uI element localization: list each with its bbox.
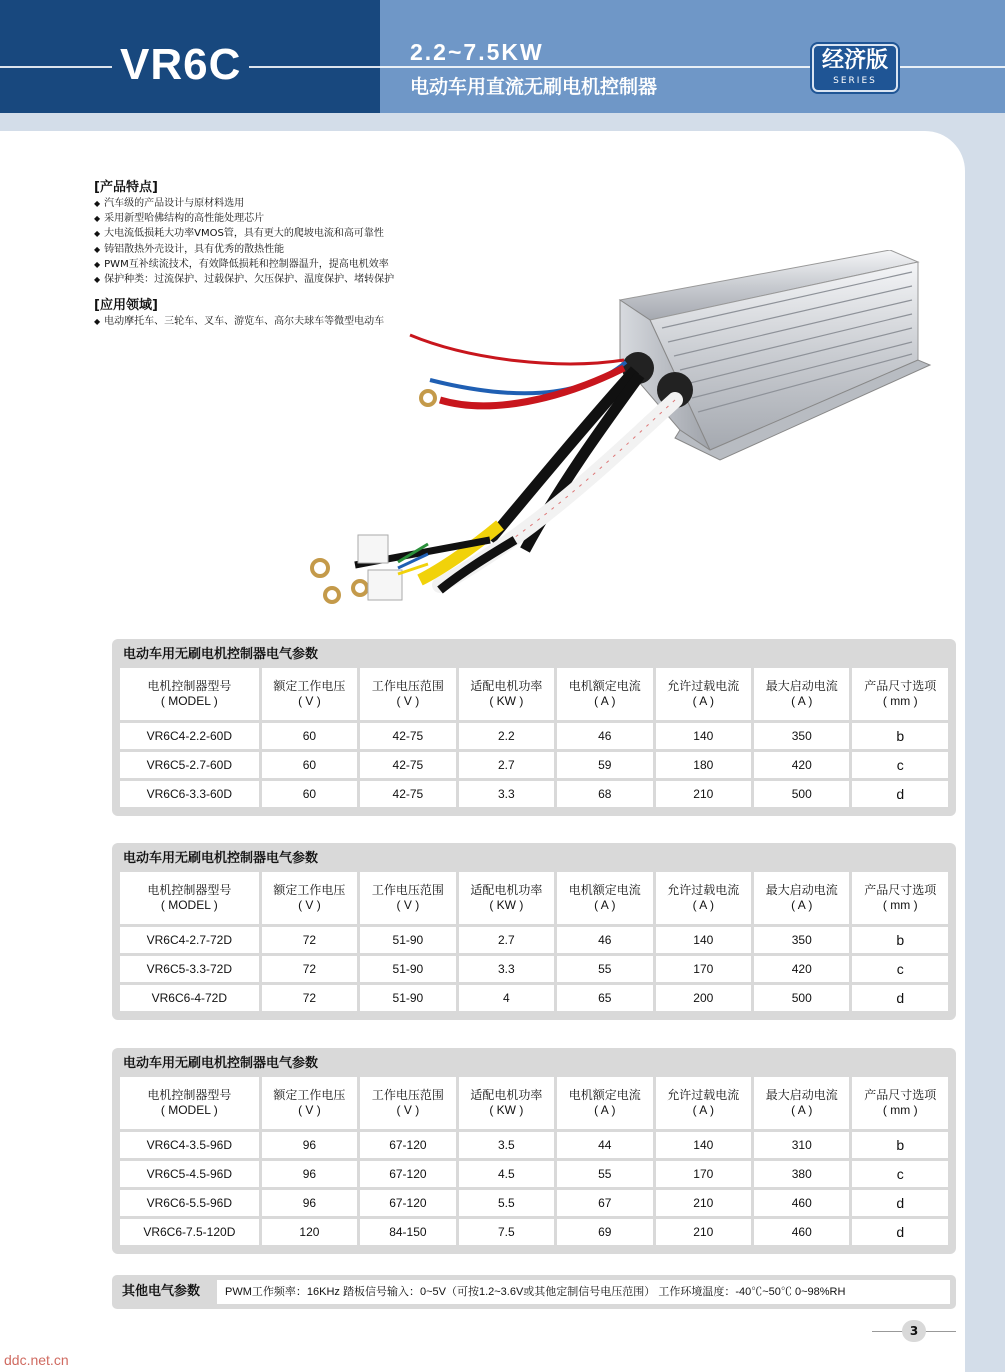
table-cell: 68 bbox=[557, 781, 652, 807]
table-cell: d bbox=[852, 1219, 948, 1245]
list-item: ◆ PWM互补续流技术，有效降低损耗和控制器温升，提高电机效率 bbox=[94, 257, 394, 272]
table-cell: 3.3 bbox=[459, 781, 554, 807]
table-cell: 59 bbox=[557, 752, 652, 778]
table-cell: 3.3 bbox=[459, 956, 554, 982]
table-cell: VR6C5-3.3-72D bbox=[120, 956, 259, 982]
table-cell: 46 bbox=[557, 723, 652, 749]
table-cell: 44 bbox=[557, 1132, 652, 1158]
list-item: ◆ 铸铝散热外壳设计，具有优秀的散热性能 bbox=[94, 242, 394, 257]
column-header-unit: ( A ) bbox=[791, 694, 813, 708]
table-row bbox=[120, 1161, 948, 1187]
table-cell: 140 bbox=[656, 1132, 751, 1158]
column-header-label: 最大启动电流 bbox=[765, 679, 838, 693]
table-cell: 2.2 bbox=[459, 723, 554, 749]
table-cell: 60 bbox=[262, 781, 357, 807]
table-row bbox=[120, 752, 948, 778]
table-cell: 2.7 bbox=[459, 752, 554, 778]
applications-title: [应用领域] bbox=[94, 298, 158, 313]
table-cell: 420 bbox=[754, 956, 849, 982]
spec-table-title: 电动车用无刷电机控制器电气参数 bbox=[123, 851, 319, 866]
column-header bbox=[120, 872, 259, 924]
spec-table-grid bbox=[117, 869, 951, 1014]
table-cell: 170 bbox=[656, 956, 751, 982]
column-header-unit: ( A ) bbox=[594, 1103, 616, 1117]
table-cell: d bbox=[852, 1190, 948, 1216]
column-header-unit: ( A ) bbox=[791, 898, 813, 912]
column-header bbox=[120, 668, 259, 720]
badge-main-text: 经济版 bbox=[821, 48, 888, 73]
table-row bbox=[120, 985, 948, 1011]
table-cell: 140 bbox=[656, 927, 751, 953]
table-cell: 96 bbox=[262, 1190, 357, 1216]
spec-table-72v bbox=[112, 843, 956, 1020]
table-cell: VR6C6-3.3-60D bbox=[120, 781, 259, 807]
column-header-unit: ( KW ) bbox=[489, 694, 524, 708]
table-header-row bbox=[120, 1077, 948, 1129]
list-item: ◆ 大电流低损耗大功率VMOS管，具有更大的爬坡电流和高可靠性 bbox=[94, 226, 394, 241]
column-header-label: 电机控制器型号 bbox=[147, 679, 232, 693]
table-row bbox=[120, 723, 948, 749]
spec-table-grid bbox=[117, 1074, 951, 1248]
column-header-label: 产品尺寸选项 bbox=[864, 679, 937, 693]
column-header-unit: ( mm ) bbox=[882, 1103, 918, 1117]
column-header bbox=[754, 872, 849, 924]
table-row bbox=[120, 956, 948, 982]
column-header-label: 电机额定电流 bbox=[568, 679, 641, 693]
column-header-unit: ( V ) bbox=[396, 898, 420, 912]
model-logo: VR6C bbox=[112, 36, 249, 94]
table-cell: 2.7 bbox=[459, 927, 554, 953]
table-cell: 67-120 bbox=[360, 1190, 455, 1216]
spec-table-title: 电动车用无刷电机控制器电气参数 bbox=[123, 647, 319, 662]
table-cell: 140 bbox=[656, 723, 751, 749]
table-cell: 67 bbox=[557, 1190, 652, 1216]
column-header bbox=[656, 668, 751, 720]
table-cell: 67-120 bbox=[360, 1161, 455, 1187]
column-header-unit: ( V ) bbox=[298, 898, 321, 912]
column-header bbox=[557, 1077, 652, 1129]
table-cell: 460 bbox=[754, 1190, 849, 1216]
column-header bbox=[557, 872, 652, 924]
table-row bbox=[120, 1190, 948, 1216]
table-cell: 210 bbox=[656, 781, 751, 807]
table-cell: 210 bbox=[656, 1219, 751, 1245]
table-cell: 84-150 bbox=[360, 1219, 455, 1245]
table-row bbox=[120, 781, 948, 807]
column-header bbox=[120, 1077, 259, 1129]
controller-product-image bbox=[290, 250, 940, 620]
table-cell: 3.5 bbox=[459, 1132, 554, 1158]
column-header-label: 额定工作电压 bbox=[273, 1088, 346, 1102]
table-cell: 120 bbox=[262, 1219, 357, 1245]
table-cell: 350 bbox=[754, 723, 849, 749]
spec-table-grid bbox=[117, 665, 951, 810]
column-header bbox=[656, 872, 751, 924]
table-cell: c bbox=[852, 1161, 948, 1187]
column-header bbox=[262, 872, 357, 924]
series-badge bbox=[812, 44, 898, 92]
column-header-label: 工作电压范围 bbox=[371, 883, 444, 897]
column-header-unit: ( A ) bbox=[692, 898, 714, 912]
spec-table-60v bbox=[112, 639, 956, 816]
table-cell: 310 bbox=[754, 1132, 849, 1158]
column-header-label: 产品尺寸选项 bbox=[864, 883, 937, 897]
table-cell: VR6C4-2.2-60D bbox=[120, 723, 259, 749]
table-row bbox=[120, 1132, 948, 1158]
column-header bbox=[262, 668, 357, 720]
column-header bbox=[557, 668, 652, 720]
table-cell: 72 bbox=[262, 956, 357, 982]
table-row bbox=[120, 927, 948, 953]
column-header bbox=[656, 1077, 751, 1129]
table-cell: 500 bbox=[754, 985, 849, 1011]
column-header bbox=[852, 872, 948, 924]
column-header-unit: ( A ) bbox=[791, 1103, 813, 1117]
column-header-unit: ( V ) bbox=[298, 694, 321, 708]
table-cell: 42-75 bbox=[360, 723, 455, 749]
table-cell: 51-90 bbox=[360, 985, 455, 1011]
column-header-unit: ( mm ) bbox=[882, 694, 918, 708]
column-header-unit: ( A ) bbox=[692, 1103, 714, 1117]
list-item: ◆ 保护种类：过流保护、过载保护、欠压保护、温度保护、堵转保护 bbox=[94, 272, 394, 287]
column-header-unit: ( A ) bbox=[692, 694, 714, 708]
table-cell: 72 bbox=[262, 985, 357, 1011]
column-header-unit: ( A ) bbox=[594, 694, 616, 708]
column-header bbox=[754, 1077, 849, 1129]
column-header-label: 工作电压范围 bbox=[371, 679, 444, 693]
column-header-label: 适配电机功率 bbox=[470, 883, 543, 897]
table-cell: 350 bbox=[754, 927, 849, 953]
table-cell: 42-75 bbox=[360, 781, 455, 807]
features-title: [产品特点] bbox=[94, 180, 158, 195]
power-range: 2.2~7.5KW bbox=[410, 38, 552, 66]
other-params-bar bbox=[112, 1275, 956, 1309]
table-cell: 65 bbox=[557, 985, 652, 1011]
column-header-label: 电机控制器型号 bbox=[147, 883, 232, 897]
other-params-label: 其他电气参数 bbox=[122, 1284, 201, 1299]
table-cell: 460 bbox=[754, 1219, 849, 1245]
column-header-label: 电机额定电流 bbox=[568, 1088, 641, 1102]
column-header-label: 电机控制器型号 bbox=[147, 1088, 232, 1102]
column-header bbox=[754, 668, 849, 720]
table-row bbox=[120, 1219, 948, 1245]
table-cell: VR6C6-5.5-96D bbox=[120, 1190, 259, 1216]
list-item: ◆ 汽车级的产品设计与原材料选用 bbox=[94, 196, 394, 211]
product-subtitle: 电动车用直流无刷电机控制器 bbox=[410, 76, 658, 98]
column-header bbox=[459, 872, 554, 924]
table-cell: 51-90 bbox=[360, 927, 455, 953]
table-cell: VR6C6-4-72D bbox=[120, 985, 259, 1011]
watermark: ddc.net.cn bbox=[4, 1352, 69, 1368]
table-cell: c bbox=[852, 956, 948, 982]
column-header-unit: ( mm ) bbox=[882, 898, 918, 912]
column-header-label: 最大启动电流 bbox=[765, 883, 838, 897]
column-header-unit: ( V ) bbox=[298, 1103, 321, 1117]
table-cell: 96 bbox=[262, 1161, 357, 1187]
column-header-label: 允许过载电流 bbox=[667, 883, 740, 897]
column-header-unit: ( MODEL ) bbox=[160, 1103, 218, 1117]
table-cell: 55 bbox=[557, 956, 652, 982]
table-cell: VR6C6-7.5-120D bbox=[120, 1219, 259, 1245]
table-cell: 42-75 bbox=[360, 752, 455, 778]
table-cell: 60 bbox=[262, 752, 357, 778]
spec-table-96v bbox=[112, 1048, 956, 1254]
table-cell: 380 bbox=[754, 1161, 849, 1187]
column-header-label: 最大启动电流 bbox=[765, 1088, 838, 1102]
table-cell: 51-90 bbox=[360, 956, 455, 982]
column-header-unit: ( MODEL ) bbox=[160, 694, 218, 708]
column-header-label: 额定工作电压 bbox=[273, 883, 346, 897]
column-header-unit: ( KW ) bbox=[489, 898, 524, 912]
table-cell: 5.5 bbox=[459, 1190, 554, 1216]
column-header-unit: ( V ) bbox=[396, 1103, 420, 1117]
table-cell: 170 bbox=[656, 1161, 751, 1187]
table-cell: b bbox=[852, 1132, 948, 1158]
spec-table-title: 电动车用无刷电机控制器电气参数 bbox=[123, 1056, 319, 1071]
table-cell: 210 bbox=[656, 1190, 751, 1216]
column-header-label: 允许过载电流 bbox=[667, 1088, 740, 1102]
column-header-unit: ( KW ) bbox=[489, 1103, 524, 1117]
column-header bbox=[852, 1077, 948, 1129]
table-cell: 420 bbox=[754, 752, 849, 778]
table-cell: d bbox=[852, 985, 948, 1011]
badge-sub-text: SERIES bbox=[833, 76, 877, 86]
table-header-row bbox=[120, 668, 948, 720]
table-cell: 46 bbox=[557, 927, 652, 953]
column-header-label: 电机额定电流 bbox=[568, 883, 641, 897]
table-cell: 4.5 bbox=[459, 1161, 554, 1187]
column-header bbox=[459, 668, 554, 720]
table-cell: b bbox=[852, 723, 948, 749]
table-cell: c bbox=[852, 752, 948, 778]
column-header bbox=[360, 668, 455, 720]
column-header bbox=[360, 1077, 455, 1129]
table-cell: 72 bbox=[262, 927, 357, 953]
column-header-unit: ( V ) bbox=[396, 694, 420, 708]
table-cell: 200 bbox=[656, 985, 751, 1011]
table-cell: 96 bbox=[262, 1132, 357, 1158]
table-cell: 180 bbox=[656, 752, 751, 778]
column-header-label: 适配电机功率 bbox=[470, 679, 543, 693]
table-cell: VR6C4-2.7-72D bbox=[120, 927, 259, 953]
column-header bbox=[360, 872, 455, 924]
table-cell: 4 bbox=[459, 985, 554, 1011]
other-params-text: PWM工作频率：16KHz 踏板信号输入：0~5V（可按1.2~3.6V或其他定制信号电压范围） 工作环境温度：-40℃~50℃ 0~98%RH bbox=[217, 1280, 950, 1304]
table-cell: VR6C5-2.7-60D bbox=[120, 752, 259, 778]
table-cell: 500 bbox=[754, 781, 849, 807]
table-header-row bbox=[120, 872, 948, 924]
table-cell: 67-120 bbox=[360, 1132, 455, 1158]
table-cell: 55 bbox=[557, 1161, 652, 1187]
list-item: ◆ 采用新型哈佛结构的高性能处理芯片 bbox=[94, 211, 394, 226]
table-cell: b bbox=[852, 927, 948, 953]
column-header-unit: ( MODEL ) bbox=[160, 898, 218, 912]
table-cell: 7.5 bbox=[459, 1219, 554, 1245]
table-cell: VR6C4-3.5-96D bbox=[120, 1132, 259, 1158]
column-header-label: 产品尺寸选项 bbox=[864, 1088, 937, 1102]
column-header bbox=[459, 1077, 554, 1129]
table-cell: 69 bbox=[557, 1219, 652, 1245]
column-header-label: 适配电机功率 bbox=[470, 1088, 543, 1102]
column-header-label: 工作电压范围 bbox=[371, 1088, 444, 1102]
column-header-unit: ( A ) bbox=[594, 898, 616, 912]
table-cell: 60 bbox=[262, 723, 357, 749]
table-cell: d bbox=[852, 781, 948, 807]
list-item: ◆ 电动摩托车、三轮车、叉车、游览车、高尔夫球车等微型电动车 bbox=[94, 314, 384, 329]
column-header-label: 允许过载电流 bbox=[667, 679, 740, 693]
column-header-label: 额定工作电压 bbox=[273, 679, 346, 693]
table-cell: VR6C5-4.5-96D bbox=[120, 1161, 259, 1187]
column-header bbox=[852, 668, 948, 720]
column-header bbox=[262, 1077, 357, 1129]
page-number: 3 bbox=[902, 1320, 926, 1342]
